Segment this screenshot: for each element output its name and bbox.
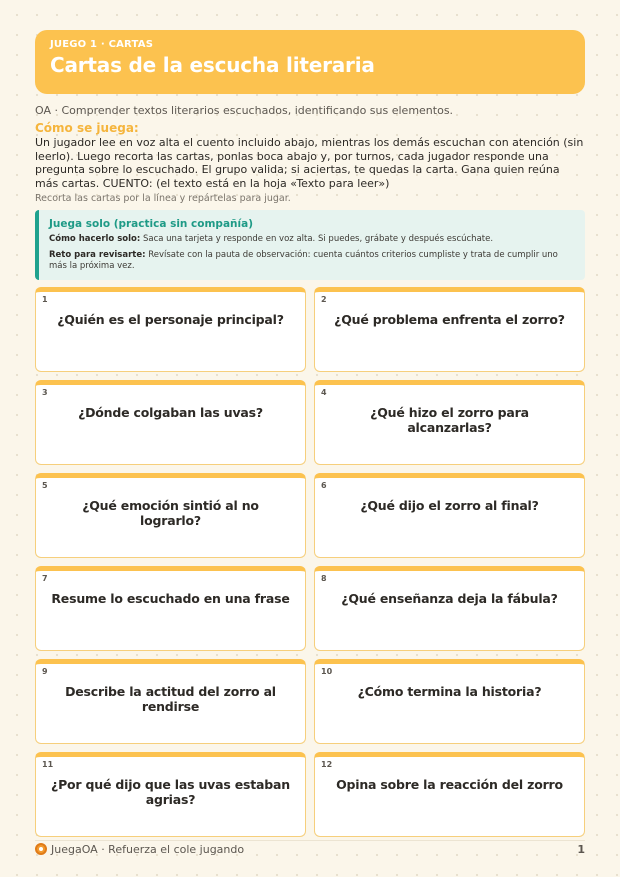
solo-how-label: Cómo hacerlo solo: [49,234,141,244]
card-question: ¿Qué enseñanza deja la fábula? [341,591,558,606]
question-card [314,287,585,372]
card-number: 12 [321,760,333,769]
card-question: Opina sobre la reacción del zorro [336,777,563,792]
solo-how-text: Saca una tarjeta y responde en voz alta. Si puedes, grábate y después escúchate. [142,234,494,244]
card-number: 1 [42,295,48,304]
question-card [35,287,306,372]
solo-challenge-line [49,250,573,273]
page-footer [35,843,585,857]
how-to-play-text: Un jugador lee en voz alta el cuento incluido abajo, mientras los demás escuchan con atención (sin leerlo). Luego recorta las cartas, ponlas boca abajo y, por turnos, cada jugador responde una pregunta sobre lo escuchado. El grupo valida; si aciertas, te quedas la carta. Gana quien reúna más cartas. CUENTO: (el texto está en la hoja «Texto para leer») [35,136,584,190]
learning-objective: OA · Comprender textos literarios escuchados, identificando sus elementos. [35,104,454,117]
page-header [35,30,585,94]
card-question: Resume lo escuchado en una frase [51,591,290,606]
solo-challenge-text: Revísate con la pauta de observación: cuenta cuántos criterios cumpliste y trata de cumplir uno más la próxima vez. [49,249,558,271]
question-card [314,473,585,558]
card-grid [35,287,585,837]
card-number: 6 [321,481,327,490]
card-question: ¿Qué hizo el zorro para alcanzarlas? [370,405,529,435]
card-number: 4 [321,388,327,397]
card-question: ¿Por qué dijo que las uvas estaban agrias? [51,777,290,807]
card-question: ¿Cómo termina la historia? [357,684,542,699]
page-title: Cartas de la escucha literaria [50,53,375,77]
question-card [314,659,585,744]
solo-play-box [35,210,585,280]
card-question: Describe la actitud del zorro al rendirse [65,684,276,714]
card-number: 10 [321,667,333,676]
card-number: 11 [42,760,54,769]
card-number: 5 [42,481,48,490]
game-kicker: JUEGO 1 · CARTAS [50,39,154,50]
card-question: ¿Dónde colgaban las uvas? [78,405,263,420]
question-card [35,752,306,837]
card-number: 8 [321,574,327,583]
question-card [314,380,585,465]
solo-title: Juega solo (practica sin compañía) [49,218,253,230]
footer-divider [35,840,585,841]
card-number: 2 [321,295,327,304]
question-card [314,752,585,837]
question-card [35,473,306,558]
card-question: ¿Qué dijo el zorro al final? [360,498,539,513]
question-card [314,566,585,651]
card-number: 9 [42,667,48,676]
solo-how-line [49,234,573,246]
cut-instructions: Recorta las cartas por la línea y repártelas para jugar. [35,193,291,204]
page-number: 1 [577,843,585,856]
footer-brand: JuegaOA · Refuerza el cole jugando [51,843,245,856]
card-number: 3 [42,388,48,397]
card-question: ¿Qué emoción sintió al no lograrlo? [82,498,259,528]
how-to-play-title: Cómo se juega: [35,121,139,135]
question-card [35,566,306,651]
card-number: 7 [42,574,48,583]
card-question: ¿Quién es el personaje principal? [57,312,284,327]
question-card [35,380,306,465]
question-card [35,659,306,744]
card-question: ¿Qué problema enfrenta el zorro? [334,312,565,327]
solo-challenge-label: Reto para revisarte: [49,249,146,260]
target-logo-icon [35,843,47,855]
